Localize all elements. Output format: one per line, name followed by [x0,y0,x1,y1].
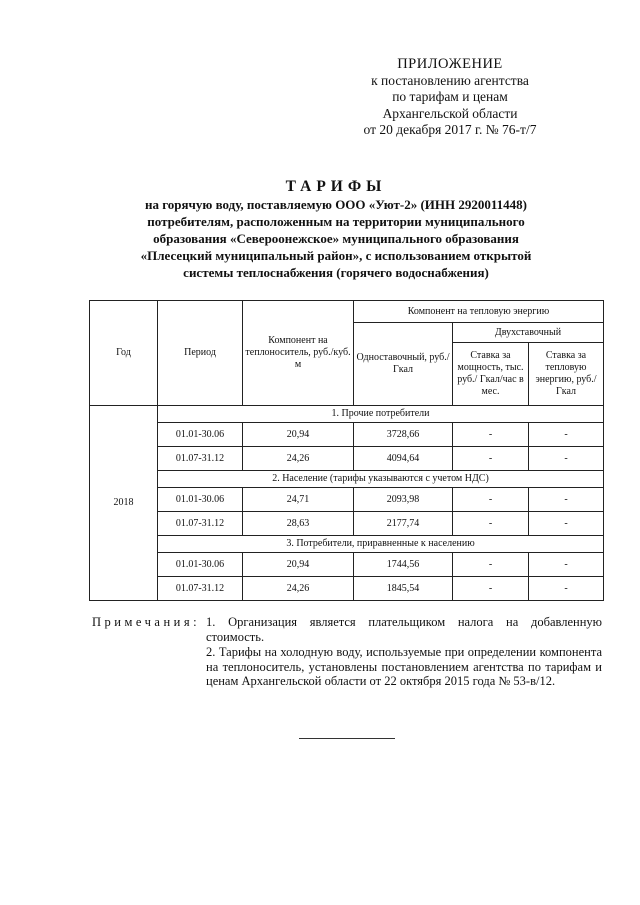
header-period: Период [158,301,243,406]
period-cell: 01.01-30.06 [158,423,243,447]
energy-rate-cell: - [529,488,604,512]
energy-rate-cell: - [529,447,604,471]
appendix-date: от 20 декабря 2017 г. № 76-т/7 [363,122,537,137]
single-rate-cell: 4094,64 [354,447,453,471]
category-row: 2. Население (тарифы указываются с учетом НДС) [158,471,604,488]
table-row [90,577,604,601]
appendix-line: к постановлению агентства [371,72,529,88]
document-heading [90,178,582,281]
heading-line: образования «Североонежское» муниципального образования [153,231,519,246]
end-rule [299,738,395,739]
appendix-line: по тарифам и ценам [392,89,508,104]
single-rate-cell: 2093,98 [354,488,453,512]
capacity-rate-cell: - [453,553,529,577]
appendix-block [330,56,570,139]
period-cell: 01.01-30.06 [158,488,243,512]
capacity-rate-cell: - [453,512,529,536]
capacity-rate-cell: - [453,577,529,601]
appendix-line: Архангельской области [382,105,518,121]
table-row [90,447,604,471]
capacity-rate-cell: - [453,423,529,447]
header-year: Год [90,301,158,406]
table-row [90,512,604,536]
single-rate-cell: 2177,74 [354,512,453,536]
capacity-rate-cell: - [453,447,529,471]
period-cell: 01.07-31.12 [158,577,243,601]
period-cell: 01.07-31.12 [158,512,243,536]
category-row: 1. Прочие потребители [158,406,604,423]
energy-rate-cell: - [529,577,604,601]
single-rate-cell: 1744,56 [354,553,453,577]
heading-line: на горячую воду, поставляемую ООО «Уют-2» (ИНН 2920011448) [144,197,528,212]
notes-label: Примечания: [92,615,201,629]
single-rate-cell: 3728,66 [354,423,453,447]
header-single-rate: Одноставочный, руб./Гкал [354,323,453,406]
period-cell: 01.07-31.12 [158,447,243,471]
carrier-cell: 28,63 [243,512,354,536]
category-row: 3. Потребители, приравненные к населению [158,536,604,553]
energy-rate-cell: - [529,423,604,447]
energy-rate-cell: - [529,553,604,577]
header-energy-rate: Ставка за тепловую энергию, руб./Гкал [529,343,604,406]
tariff-table [89,300,604,601]
energy-rate-cell: - [529,512,604,536]
header-two-part: Двухставочный [453,323,604,343]
capacity-rate-cell: - [453,488,529,512]
heading-line: «Плесецкий муниципальный район», с использованием открытой [140,248,532,263]
note-item: 2. Тарифы на холодную воду, используемые при определении компонента на теплоноситель, установлены постановлением агентства по тарифам и ценам Архангельской области от 22 октября 2015 года № 53-в/12. [206,645,602,688]
period-cell: 01.01-30.06 [158,553,243,577]
carrier-cell: 20,94 [243,423,354,447]
heading-line: системы теплоснабжения (горячего водоснабжения) [183,265,489,280]
year-cell: 2018 [90,406,158,601]
document-title: ТАРИФЫ [285,178,387,195]
table-row [90,423,604,447]
carrier-cell: 20,94 [243,553,354,577]
carrier-cell: 24,26 [243,577,354,601]
header-carrier: Компонент на теплоноситель, руб./куб. м [243,301,354,406]
carrier-cell: 24,26 [243,447,354,471]
header-capacity-rate: Ставка за мощность, тыс. руб./ Гкал/час в мес. [453,343,529,406]
heading-line: потребителям, расположенным на территории муниципального [147,214,525,229]
carrier-cell: 24,71 [243,488,354,512]
notes-list [206,615,602,690]
table-row [90,553,604,577]
table-row [90,488,604,512]
single-rate-cell: 1845,54 [354,577,453,601]
appendix-title: ПРИЛОЖЕНИЕ [397,56,503,72]
note-item: 1. Организация является плательщиком налога на добавленную стоимость. [206,615,602,644]
header-energy: Компонент на тепловую энергию [354,301,604,323]
